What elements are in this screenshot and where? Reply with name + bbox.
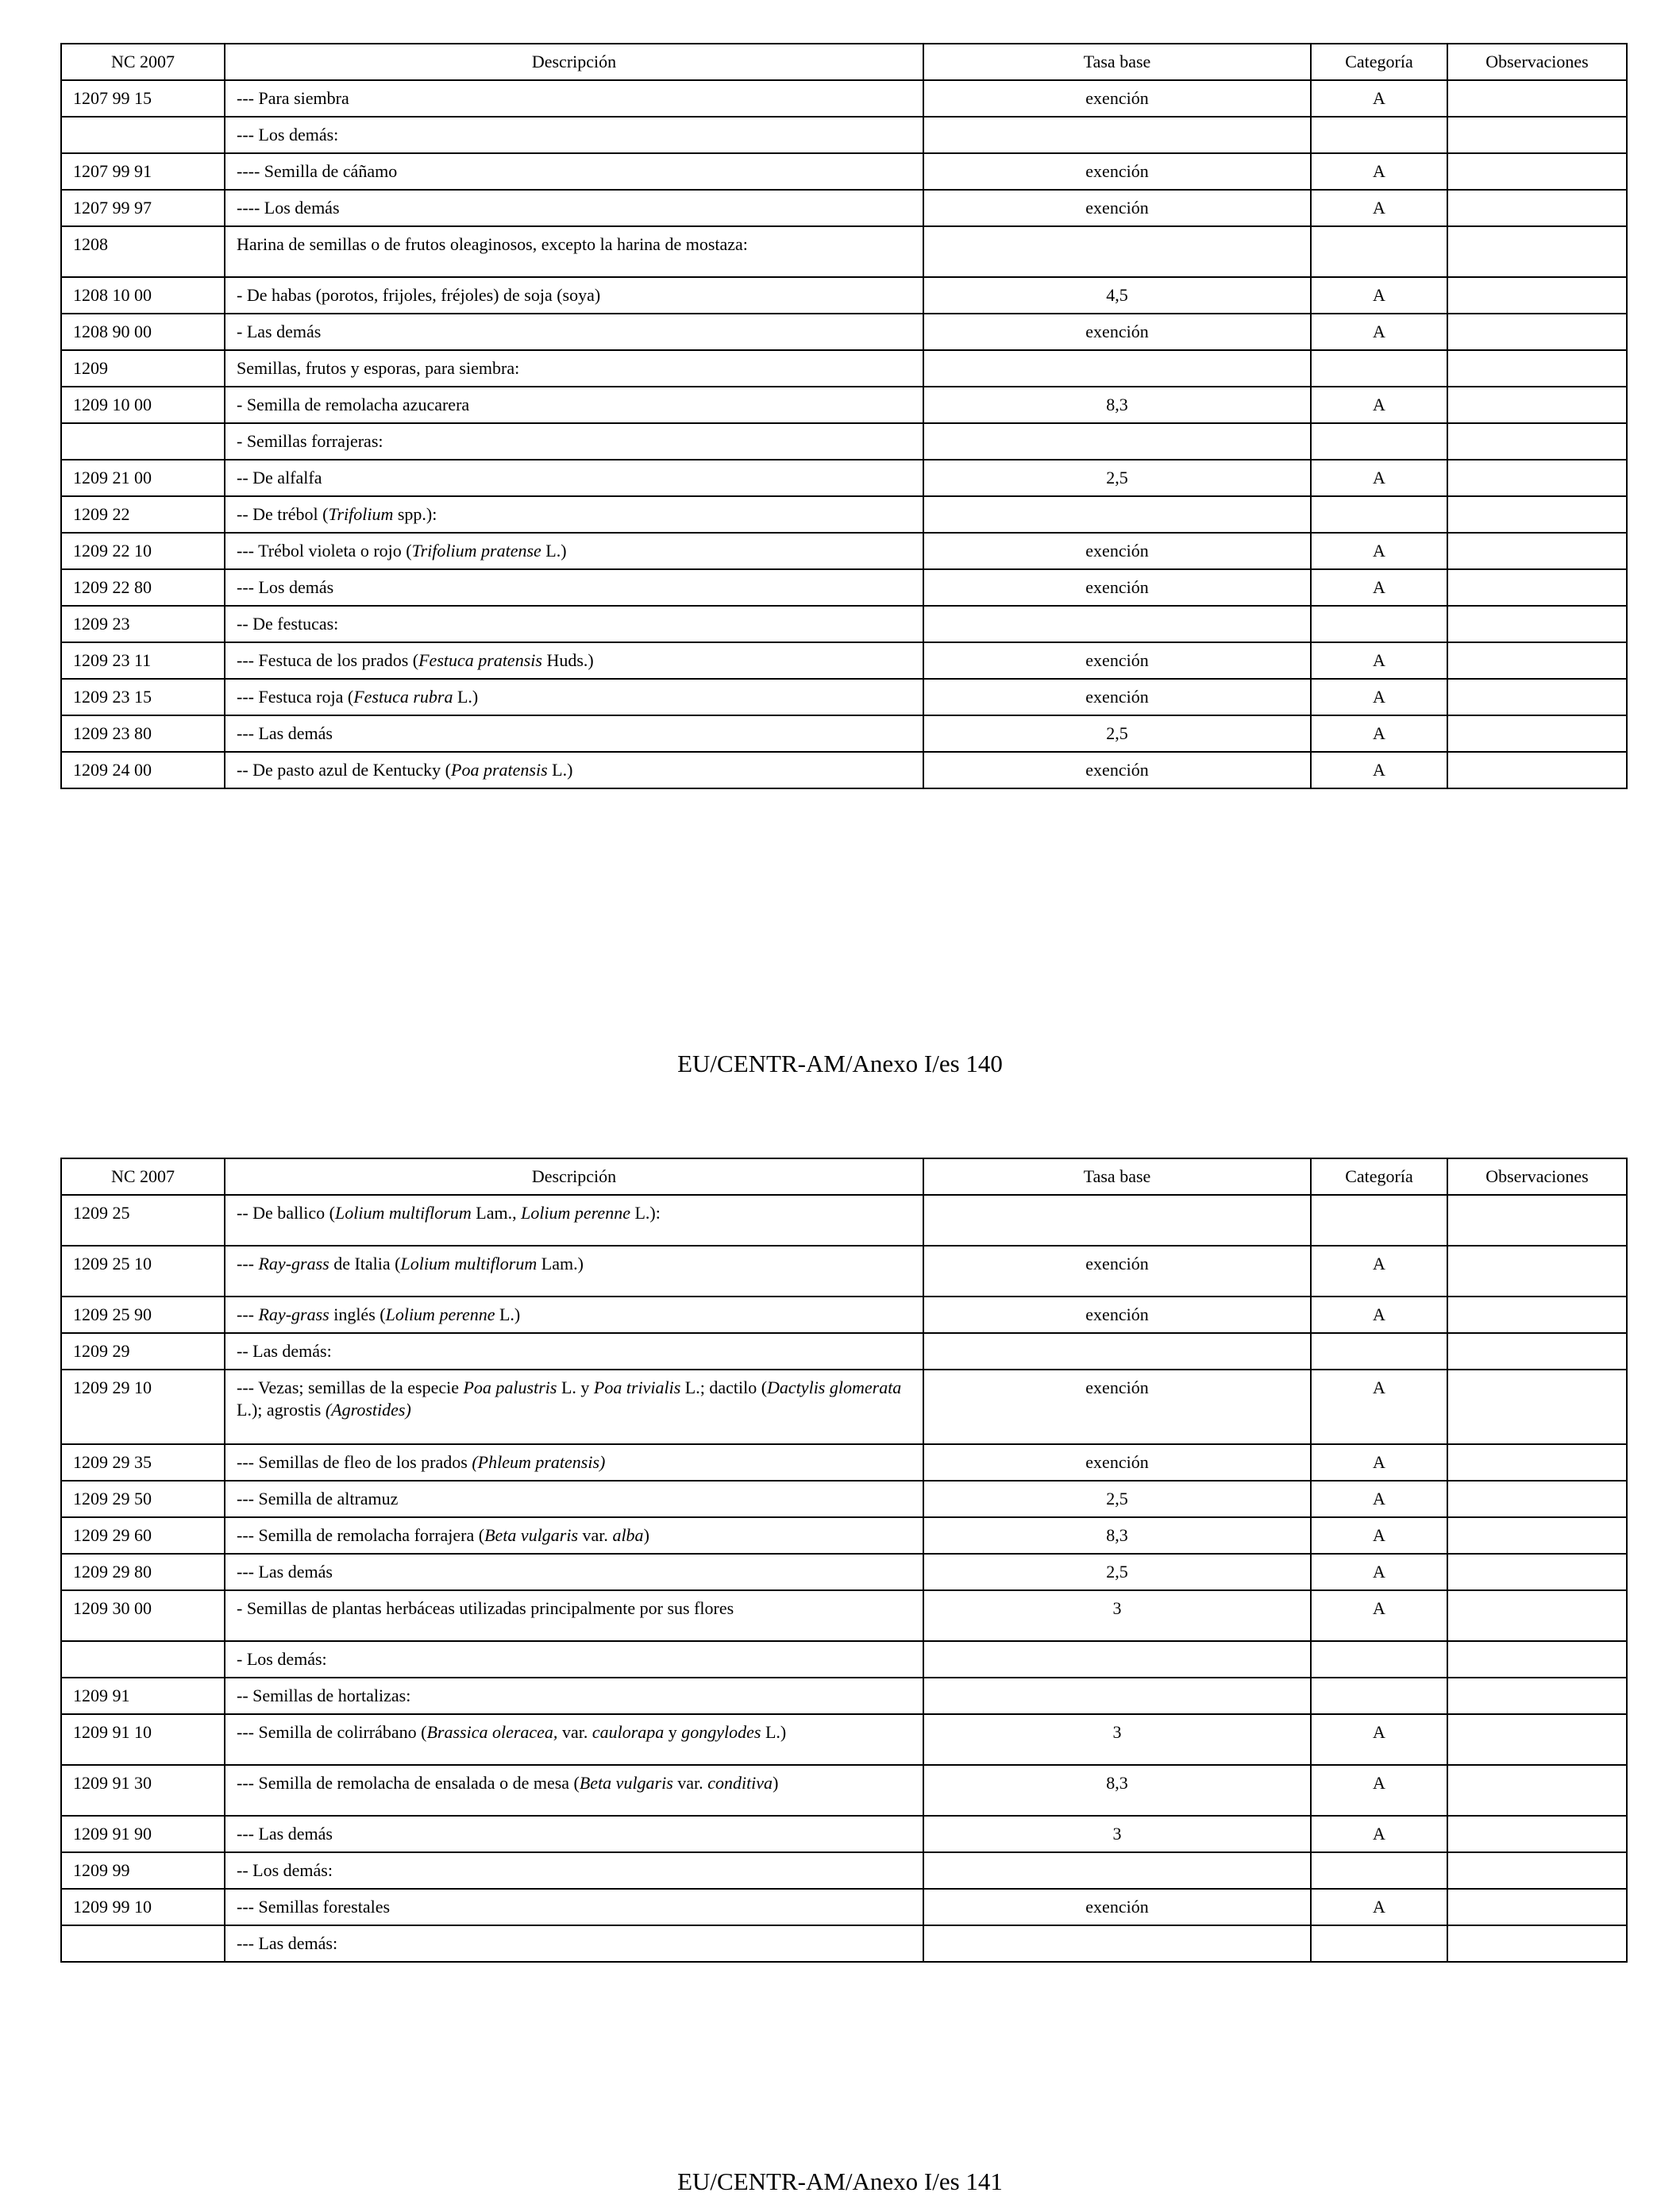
text-segment: Lam., [471,1203,522,1223]
text-segment: ) [643,1525,649,1545]
cell-descripcion: ---- Semilla de cáñamo [225,153,923,190]
cell-tasa-base: 8,3 [923,1765,1311,1816]
cell-observaciones [1447,1370,1627,1444]
text-segment: y [664,1722,682,1742]
header-descripcion: Descripción [225,44,923,80]
cell-observaciones [1447,1554,1627,1590]
table-body [61,80,1627,788]
cell-tasa-base: exención [923,1444,1311,1481]
table-row [61,387,1627,423]
header-descripcion: Descripción [225,1158,923,1195]
cell-nc: 1209 91 10 [61,1714,225,1765]
cell-observaciones [1447,1246,1627,1297]
cell-descripcion: -- De festucas: [225,606,923,642]
cell-tasa-base: 2,5 [923,460,1311,496]
cell-categoria [1311,226,1447,277]
cell-nc: 1209 24 00 [61,752,225,788]
italic-term: (Phleum pratensis) [472,1452,606,1472]
cell-observaciones [1447,117,1627,153]
italic-term: Poa palustris [463,1378,557,1397]
header-categoria: Categoría [1311,1158,1447,1195]
cell-descripcion: -- Los demás: [225,1852,923,1889]
cell-categoria [1311,606,1447,642]
table-row [61,1765,1627,1816]
cell-categoria: A [1311,1554,1447,1590]
table-row [61,350,1627,387]
cell-observaciones [1447,1816,1627,1852]
cell-observaciones [1447,752,1627,788]
cell-tasa-base: exención [923,679,1311,715]
table-row [61,1444,1627,1481]
cell-tasa-base: 3 [923,1714,1311,1765]
cell-nc: 1209 29 80 [61,1554,225,1590]
cell-tasa-base [923,1925,1311,1962]
cell-observaciones [1447,387,1627,423]
cell-nc: 1209 25 10 [61,1246,225,1297]
cell-categoria: A [1311,153,1447,190]
cell-tasa-base [923,1195,1311,1246]
page-footer-141: EU/CENTR-AM/Anexo I/es 141 [677,2167,1003,2195]
text-segment: L.) [761,1722,787,1742]
header-nc: NC 2007 [61,44,225,80]
text-segment: --- Vezas; semillas de la especie [237,1378,464,1397]
italic-term: Lolium multiflorum [400,1254,538,1273]
table-row [61,1554,1627,1590]
cell-tasa-base: 3 [923,1816,1311,1852]
cell-nc: 1209 23 [61,606,225,642]
italic-term: Trifolium pratense [411,541,541,561]
cell-observaciones [1447,569,1627,606]
italic-term: Lolium perenne [521,1203,630,1223]
cell-descripcion [225,1444,923,1481]
cell-descripcion: --- Los demás: [225,117,923,153]
cell-tasa-base: 8,3 [923,1517,1311,1554]
cell-categoria: A [1311,1481,1447,1517]
cell-nc: 1209 91 30 [61,1765,225,1816]
cell-observaciones [1447,496,1627,533]
cell-nc [61,117,225,153]
text-segment: var. [557,1722,592,1742]
cell-categoria: A [1311,460,1447,496]
table-row [61,226,1627,277]
cell-categoria [1311,350,1447,387]
cell-descripcion: - De habas (porotos, frijoles, fréjoles) de soja (soya) [225,277,923,314]
header-tasa-base: Tasa base [923,1158,1311,1195]
text-segment: -- De pasto azul de Kentucky ( [237,760,452,780]
cell-descripcion: - Los demás: [225,1641,923,1678]
cell-observaciones [1447,226,1627,277]
cell-descripcion [225,1246,923,1297]
cell-categoria: A [1311,277,1447,314]
cell-tasa-base [923,350,1311,387]
text-segment: --- Semillas de fleo de los prados [237,1452,472,1472]
table-row [61,715,1627,752]
cell-nc: 1208 [61,226,225,277]
text-segment: L. y [557,1378,594,1397]
cell-categoria [1311,117,1447,153]
cell-categoria: A [1311,1370,1447,1444]
table-row [61,1852,1627,1889]
cell-nc: 1209 30 00 [61,1590,225,1641]
italic-term: gongylodes [681,1722,761,1742]
table-row [61,117,1627,153]
cell-observaciones [1447,1765,1627,1816]
italic-term: Trifolium [328,504,394,524]
text-segment: --- [237,1254,259,1273]
cell-nc: 1209 22 80 [61,569,225,606]
cell-observaciones [1447,80,1627,117]
cell-tasa-base: exención [923,314,1311,350]
text-segment: L.) [453,687,479,707]
cell-observaciones [1447,1195,1627,1246]
cell-nc: 1208 90 00 [61,314,225,350]
text-segment: --- [237,1304,259,1324]
cell-descripcion: --- Para siembra [225,80,923,117]
italic-term: Beta vulgaris [579,1773,673,1793]
table-row [61,1246,1627,1297]
cell-nc: 1209 23 15 [61,679,225,715]
text-segment: Huds.) [541,650,594,670]
cell-descripcion: - Semillas forrajeras: [225,423,923,460]
text-segment: var. [672,1773,708,1793]
cell-nc: 1209 [61,350,225,387]
cell-tasa-base: exención [923,190,1311,226]
text-segment: var. [578,1525,613,1545]
cell-categoria: A [1311,387,1447,423]
header-nc: NC 2007 [61,1158,225,1195]
cell-descripcion: -- De alfalfa [225,460,923,496]
cell-nc: 1209 91 90 [61,1816,225,1852]
cell-categoria: A [1311,569,1447,606]
cell-observaciones [1447,1678,1627,1714]
tariff-table-page-141 [60,1158,1628,1963]
cell-tasa-base: exención [923,80,1311,117]
cell-categoria: A [1311,715,1447,752]
cell-descripcion [225,496,923,533]
table-row [61,752,1627,788]
cell-tasa-base: exención [923,533,1311,569]
tariff-table-page-140 [60,43,1628,789]
text-segment: --- Festuca de los prados ( [237,650,419,670]
cell-descripcion [225,679,923,715]
text-segment: L.) [541,541,567,561]
cell-nc: 1209 29 50 [61,1481,225,1517]
table-row [61,606,1627,642]
cell-observaciones [1447,642,1627,679]
cell-nc: 1209 29 10 [61,1370,225,1444]
italic-term: (Agrostides) [325,1400,411,1420]
cell-descripcion: -- Semillas de hortalizas: [225,1678,923,1714]
cell-descripcion: --- Semillas forestales [225,1889,923,1925]
table-row [61,569,1627,606]
text-segment: L.) [547,760,573,780]
page-footer-140: EU/CENTR-AM/Anexo I/es 140 [677,1050,1003,1077]
cell-observaciones [1447,1481,1627,1517]
cell-categoria [1311,1678,1447,1714]
italic-term: Lolium perenne [385,1304,495,1324]
table-row [61,314,1627,350]
italic-term: Festuca pratensis [418,650,542,670]
italic-term: Ray-grass [258,1304,329,1324]
italic-term: Lolium multiflorum [335,1203,472,1223]
cell-observaciones [1447,1297,1627,1333]
text-segment: --- Semilla de remolacha forrajera ( [237,1525,485,1545]
cell-tasa-base [923,117,1311,153]
text-segment: Lam.) [537,1254,584,1273]
cell-descripcion [225,1297,923,1333]
cell-observaciones [1447,1852,1627,1889]
cell-nc: 1208 10 00 [61,277,225,314]
cell-categoria [1311,1333,1447,1370]
cell-observaciones [1447,314,1627,350]
cell-tasa-base: 2,5 [923,1554,1311,1590]
cell-categoria [1311,1195,1447,1246]
cell-descripcion [225,1765,923,1816]
header-tasa-base: Tasa base [923,44,1311,80]
cell-categoria: A [1311,1714,1447,1765]
italic-term: Poa trivialis [593,1378,681,1397]
cell-descripcion: Semillas, frutos y esporas, para siembra: [225,350,923,387]
italic-term: Beta vulgaris [484,1525,579,1545]
cell-descripcion [225,1370,923,1444]
cell-nc: 1209 21 00 [61,460,225,496]
cell-categoria: A [1311,1297,1447,1333]
italic-term: Ray-grass [258,1254,329,1273]
cell-observaciones [1447,153,1627,190]
cell-tasa-base: exención [923,1246,1311,1297]
table-row [61,679,1627,715]
cell-observaciones [1447,1889,1627,1925]
cell-observaciones [1447,533,1627,569]
table-row [61,80,1627,117]
cell-tasa-base: exención [923,1370,1311,1444]
table-row [61,1333,1627,1370]
text-segment: L.) [495,1304,521,1324]
table-row [61,1816,1627,1852]
cell-tasa-base: exención [923,752,1311,788]
cell-descripcion: -- Las demás: [225,1333,923,1370]
cell-tasa-base: 3 [923,1590,1311,1641]
cell-tasa-base: 2,5 [923,1481,1311,1517]
cell-tasa-base [923,423,1311,460]
text-segment: inglés ( [329,1304,386,1324]
cell-tasa-base [923,606,1311,642]
italic-term: Festuca rubra [353,687,453,707]
cell-tasa-base: exención [923,153,1311,190]
cell-descripcion [225,1195,923,1246]
table-row [61,1925,1627,1962]
table-row [61,190,1627,226]
cell-observaciones [1447,190,1627,226]
cell-nc: 1209 22 [61,496,225,533]
table-row [61,460,1627,496]
cell-observaciones [1447,423,1627,460]
cell-descripcion [225,752,923,788]
cell-observaciones [1447,277,1627,314]
table-row [61,277,1627,314]
table-row [61,1641,1627,1678]
cell-categoria [1311,1641,1447,1678]
table-row [61,1678,1627,1714]
cell-categoria: A [1311,679,1447,715]
cell-categoria: A [1311,533,1447,569]
table-row [61,1517,1627,1554]
text-segment: L.); agrostis [237,1400,326,1420]
header-observaciones: Observaciones [1447,44,1627,80]
cell-categoria: A [1311,80,1447,117]
cell-tasa-base: exención [923,1297,1311,1333]
cell-descripcion: - Semilla de remolacha azucarera [225,387,923,423]
table-row [61,1590,1627,1641]
cell-observaciones [1447,1444,1627,1481]
table-row [61,1370,1627,1444]
text-segment: -- De ballico ( [237,1203,335,1223]
cell-categoria: A [1311,752,1447,788]
header-categoria: Categoría [1311,44,1447,80]
cell-categoria: A [1311,1444,1447,1481]
cell-tasa-base [923,1333,1311,1370]
table-row [61,1889,1627,1925]
table-row [61,496,1627,533]
cell-tasa-base: exención [923,1889,1311,1925]
cell-nc: 1209 23 11 [61,642,225,679]
cell-descripcion: --- Las demás [225,1816,923,1852]
table-header-row [61,44,1627,80]
italic-term: conditiva [707,1773,773,1793]
cell-nc: 1207 99 15 [61,80,225,117]
cell-nc: 1207 99 91 [61,153,225,190]
table-row [61,1297,1627,1333]
table-row [61,1195,1627,1246]
cell-categoria [1311,496,1447,533]
cell-categoria [1311,1925,1447,1962]
cell-tasa-base [923,1852,1311,1889]
cell-categoria: A [1311,1765,1447,1816]
cell-descripcion [225,642,923,679]
cell-categoria [1311,423,1447,460]
cell-nc: 1209 91 [61,1678,225,1714]
cell-categoria: A [1311,1590,1447,1641]
cell-descripcion: ---- Los demás [225,190,923,226]
cell-nc: 1209 29 [61,1333,225,1370]
cell-categoria: A [1311,190,1447,226]
cell-observaciones [1447,606,1627,642]
cell-nc: 1209 22 10 [61,533,225,569]
table-body [61,1195,1627,1962]
text-segment: spp.): [393,504,437,524]
cell-tasa-base [923,496,1311,533]
cell-observaciones [1447,1641,1627,1678]
cell-descripcion: --- Las demás [225,1554,923,1590]
cell-nc [61,1925,225,1962]
cell-descripcion [225,1714,923,1765]
text-segment: de Italia ( [329,1254,401,1273]
cell-tasa-base: exención [923,569,1311,606]
cell-tasa-base: 8,3 [923,387,1311,423]
italic-term: Brassica oleracea, [426,1722,558,1742]
text-segment: --- Trébol violeta o rojo ( [237,541,412,561]
cell-nc: 1209 29 35 [61,1444,225,1481]
cell-nc [61,1641,225,1678]
text-segment: L.): [630,1203,661,1223]
cell-tasa-base [923,1678,1311,1714]
cell-nc: 1209 99 10 [61,1889,225,1925]
cell-descripcion: --- Semilla de altramuz [225,1481,923,1517]
cell-observaciones [1447,679,1627,715]
cell-categoria: A [1311,1246,1447,1297]
cell-nc [61,423,225,460]
cell-nc: 1209 25 [61,1195,225,1246]
cell-nc: 1207 99 97 [61,190,225,226]
cell-descripcion: --- Los demás [225,569,923,606]
cell-tasa-base: 4,5 [923,277,1311,314]
cell-categoria: A [1311,1816,1447,1852]
italic-term: caulorapa [591,1722,665,1742]
text-segment: --- Festuca roja ( [237,687,354,707]
cell-observaciones [1447,1590,1627,1641]
cell-categoria: A [1311,642,1447,679]
text-segment: ) [773,1773,779,1793]
italic-term: Poa pratensis [451,760,548,780]
table-row [61,1481,1627,1517]
table-row [61,642,1627,679]
text-segment: L.; dactilo ( [680,1378,768,1397]
cell-observaciones [1447,460,1627,496]
italic-term: Dactylis glomerata [767,1378,902,1397]
cell-observaciones [1447,1925,1627,1962]
cell-tasa-base [923,1641,1311,1678]
table-header-row [61,1158,1627,1195]
table-row [61,1714,1627,1765]
cell-nc: 1209 99 [61,1852,225,1889]
cell-descripcion: - Las demás [225,314,923,350]
cell-descripcion: Harina de semillas o de frutos oleaginosos, excepto la harina de mostaza: [225,226,923,277]
text-segment: --- Semilla de remolacha de ensalada o de mesa ( [237,1773,580,1793]
cell-nc: 1209 10 00 [61,387,225,423]
cell-tasa-base: 2,5 [923,715,1311,752]
cell-descripcion: --- Las demás: [225,1925,923,1962]
table-row [61,423,1627,460]
cell-observaciones [1447,350,1627,387]
cell-descripcion: --- Las demás [225,715,923,752]
cell-observaciones [1447,715,1627,752]
cell-descripcion [225,533,923,569]
cell-observaciones [1447,1714,1627,1765]
text-segment: --- Semilla de colirrábano ( [237,1722,427,1742]
header-observaciones: Observaciones [1447,1158,1627,1195]
cell-categoria: A [1311,1889,1447,1925]
cell-nc: 1209 23 80 [61,715,225,752]
cell-tasa-base: exención [923,642,1311,679]
cell-categoria [1311,1852,1447,1889]
text-segment: -- De trébol ( [237,504,329,524]
table-row [61,153,1627,190]
cell-nc: 1209 29 60 [61,1517,225,1554]
cell-categoria: A [1311,1517,1447,1554]
cell-observaciones [1447,1333,1627,1370]
cell-observaciones [1447,1517,1627,1554]
cell-categoria: A [1311,314,1447,350]
cell-nc: 1209 25 90 [61,1297,225,1333]
cell-tasa-base [923,226,1311,277]
table-row [61,533,1627,569]
italic-term: alba [612,1525,644,1545]
cell-descripcion [225,1517,923,1554]
cell-descripcion: - Semillas de plantas herbáceas utilizadas principalmente por sus flores [225,1590,923,1641]
